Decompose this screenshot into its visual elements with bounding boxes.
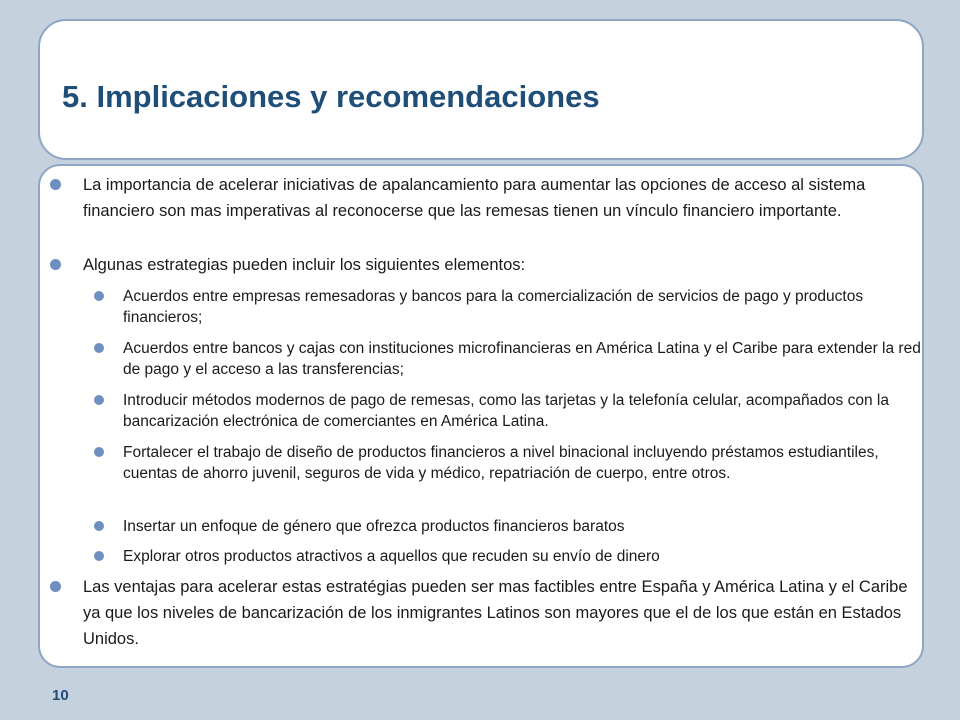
bullet-text: Fortalecer el trabajo de diseño de productos financieros a nivel binacional incluyendo préstamos estudiantiles, cuentas de ahorro juvenil, seguros de vida y médico, repatriación de cuerpo, entre otros.: [123, 444, 879, 482]
bullet-text: Explorar otros productos atractivos a aquellos que recuden su envío de dinero: [123, 548, 660, 565]
bullet-dot-icon: [94, 521, 104, 531]
slide-title: 5. Implicaciones y recomendaciones: [62, 79, 600, 114]
bullet-text: Algunas estrategias pueden incluir los siguientes elementos:: [83, 256, 526, 274]
bullet-text: Introducir métodos modernos de pago de remesas, como las tarjetas y la telefonía celular, acompañados con la bancarización electrónica de comerciantes en América Latina.: [123, 392, 889, 430]
bullet-text: Las ventajas para acelerar estas estratégias pueden ser mas factibles entre España y América Latina y el Caribe ya que los niveles de bancarización de los inmigrantes Latinos son mayores que el de los que están en Estados Unidos.: [83, 578, 908, 648]
bullet-text: La importancia de acelerar iniciativas de apalancamiento para aumentar las opciones de acceso al sistema financiero son mas imperativas al reconocerse que las remesas tienen un vínculo financiero importante.: [83, 176, 866, 220]
sub-bullet-item: [123, 286, 928, 328]
bullet-dot-icon: [50, 259, 61, 270]
bullet-text: Insertar un enfoque de género que ofrezca productos financieros baratos: [123, 518, 625, 535]
bullet-dot-icon: [94, 551, 104, 561]
bullet-item: [83, 252, 928, 278]
bullet-dot-icon: [94, 291, 104, 301]
bullet-item: [83, 172, 928, 224]
bullet-text: Acuerdos entre bancos y cajas con instituciones microfinancieras en América Latina y el Caribe para extender la red de pago y el acceso a las transferencias;: [123, 340, 921, 378]
bullet-text: Acuerdos entre empresas remesadoras y bancos para la comercialización de servicios de pago y productos financieros;: [123, 288, 864, 326]
bullet-dot-icon: [94, 395, 104, 405]
sub-bullet-item: [123, 516, 928, 537]
sub-bullet-item: [123, 338, 928, 380]
sub-bullet-item: [123, 442, 928, 484]
bullet-dot-icon: [94, 343, 104, 353]
sub-bullet-item: [123, 390, 928, 432]
bullet-item: [83, 574, 928, 652]
bullet-dot-icon: [50, 179, 61, 190]
bullet-dot-icon: [94, 447, 104, 457]
content-box: [38, 164, 924, 668]
page-number: 10: [52, 687, 69, 704]
bullet-dot-icon: [50, 581, 61, 592]
sub-bullet-item: [123, 546, 928, 567]
title-box: [38, 19, 924, 160]
bullet-list: [40, 166, 922, 666]
